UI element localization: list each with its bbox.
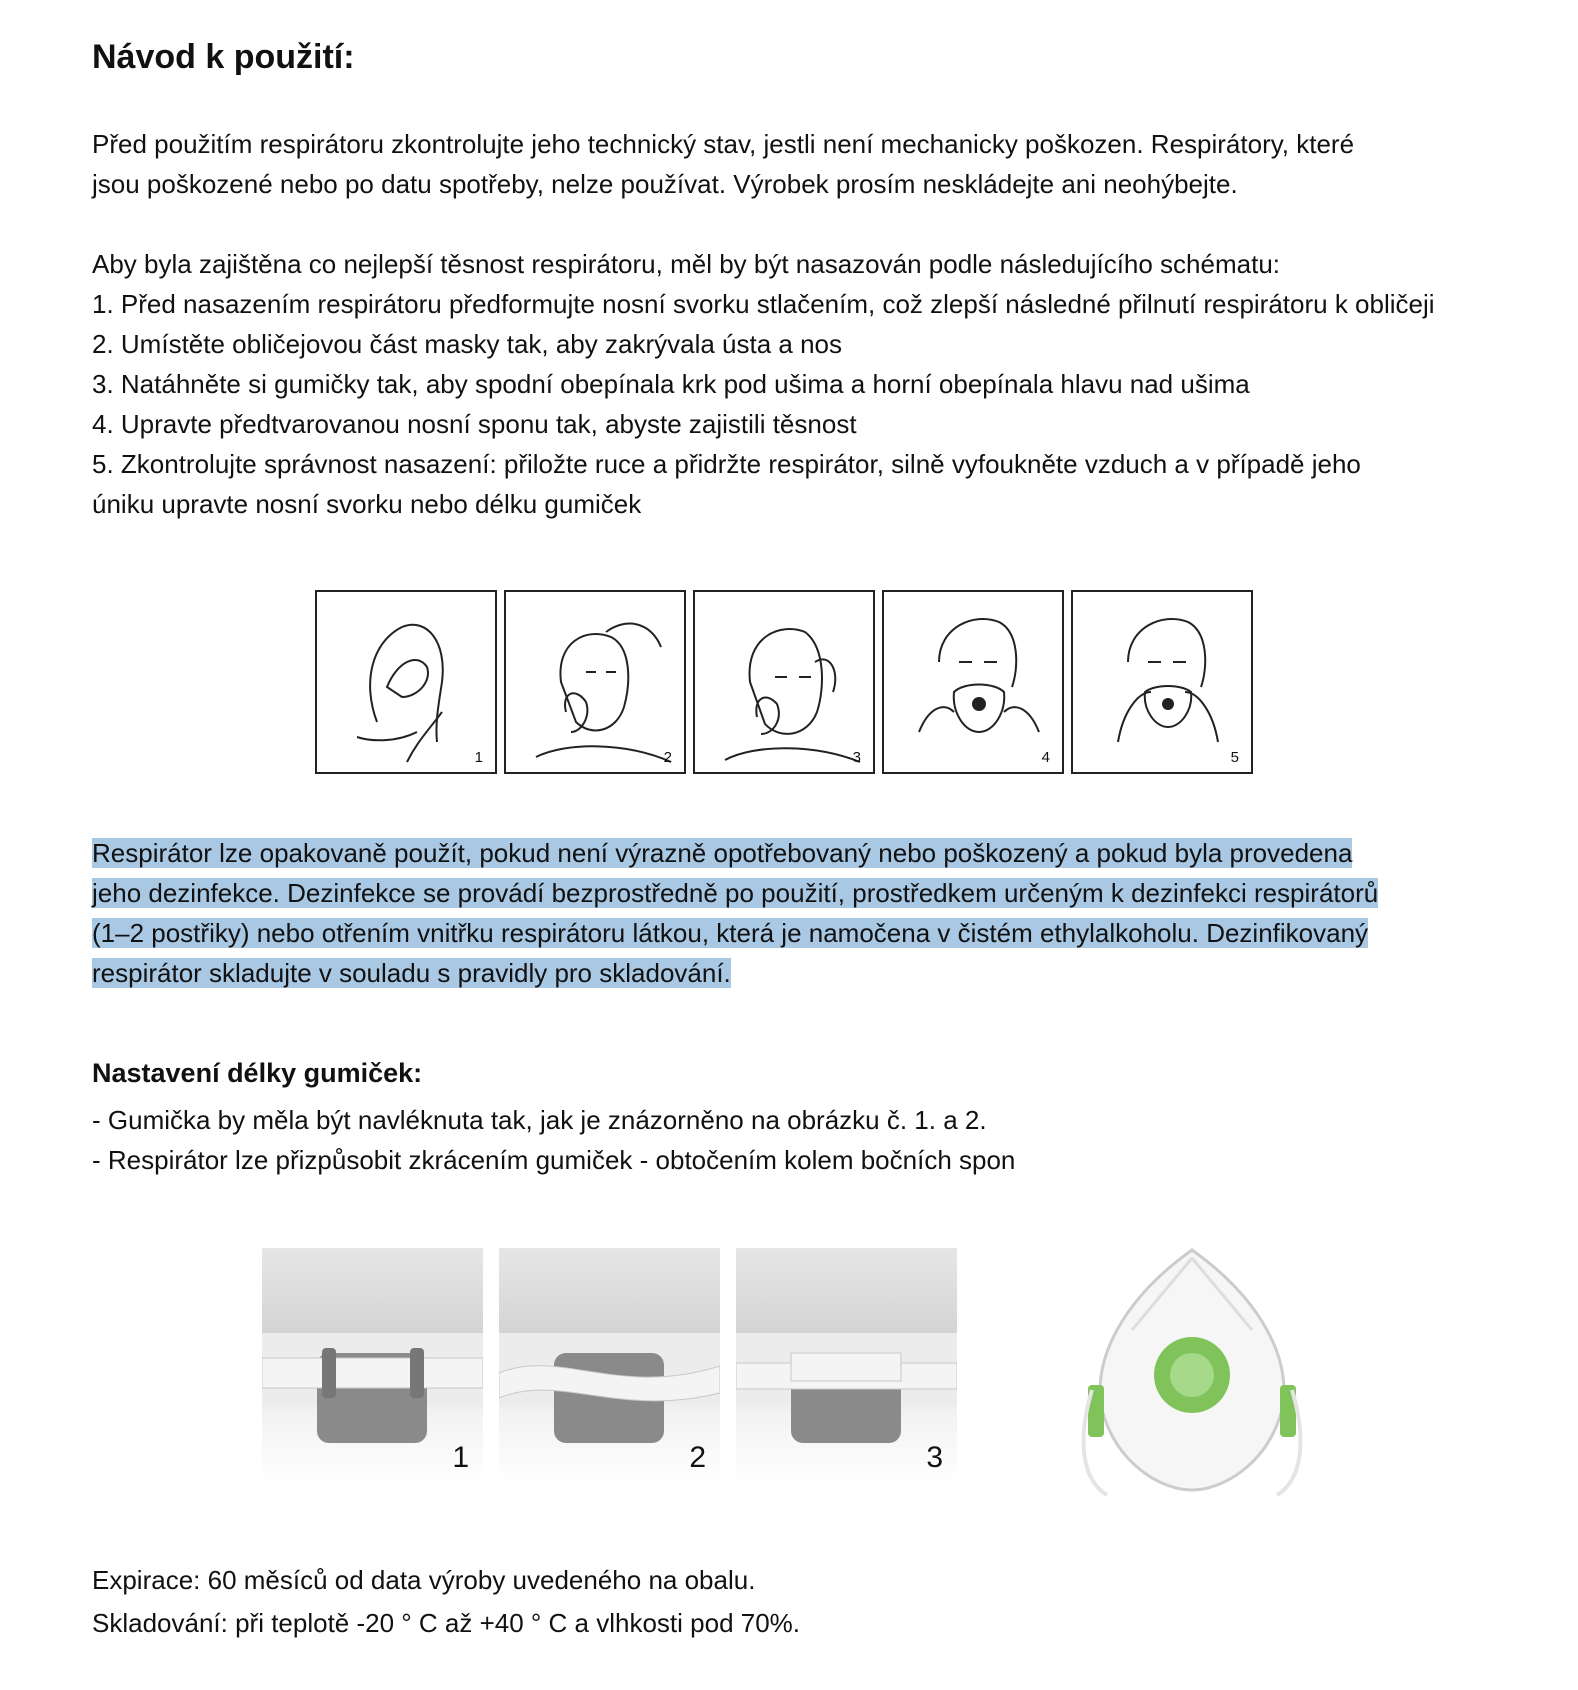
fit-step-5-cont: úniku upravte nosní svorku nebo délku gumiček	[92, 489, 642, 519]
selected-text[interactable]: jeho dezinfekce. Dezinfekce se provádí bezprostředně po použití, prostředkem určeným k dezinfekci respirátorů	[92, 878, 1379, 908]
selected-text[interactable]: (1–2 postřiky) nebo otřením vnitřku respirátoru látkou, která je namočena v čistém ethylalkoholu. Dezinfikovaný	[92, 918, 1369, 948]
fitting-diagram-3	[693, 590, 875, 774]
storage-text: Skladování: při teplotě -20 ° C až +40 ° C a vlhkosti pod 70%.	[92, 1608, 801, 1638]
fitting-diagram-5	[1071, 590, 1253, 774]
fitting-diagram-2	[504, 590, 686, 774]
fitting-diagram-1	[315, 590, 497, 774]
expiration-text: Expirace: 60 měsíců od data výroby uvedeného na obalu.	[92, 1565, 756, 1595]
intro-line-2: jsou poškozené nebo po datu spotřeby, nelze používat. Výrobek prosím neskládejte ani neohýbejte.	[92, 169, 1238, 199]
strap-photo-2	[499, 1248, 720, 1483]
selected-text[interactable]: Respirátor lze opakovaně použít, pokud není výrazně opotřebovaný nebo poškozený a pokud byla provedena	[92, 838, 1353, 868]
fitting-diagram-4	[882, 590, 1064, 774]
diagram-number: 2	[663, 749, 672, 766]
fit-step-2: 2. Umístěte obličejovou část masky tak, aby zakrývala ústa a nos	[92, 329, 843, 359]
fitting-diagram-strip	[315, 590, 1255, 776]
reuse-line-1	[92, 833, 1352, 873]
diagram-number: 5	[1230, 749, 1239, 766]
strap-photo-strip	[262, 1240, 1322, 1500]
photo-number: 3	[926, 1441, 943, 1474]
selected-text[interactable]: respirátor skladujte v souladu s pravidly pro skladování.	[92, 958, 731, 988]
diagram-number: 1	[474, 749, 483, 766]
reuse-line-4	[92, 953, 731, 993]
fit-step-4: 4. Upravte předtvarovanou nosní sponu tak, abyste zajistili těsnost	[92, 409, 857, 439]
diagram-number: 4	[1041, 749, 1050, 766]
fit-intro: Aby byla zajištěna co nejlepší těsnost respirátoru, měl by být nasazován podle následujícího schématu:	[92, 249, 1281, 279]
face-mask-illustration	[695, 592, 877, 776]
respirator-mask-icon	[1062, 1240, 1322, 1500]
page-title: Návod k použití:	[92, 38, 355, 76]
strap-photo-1	[262, 1248, 483, 1483]
reuse-line-3	[92, 913, 1368, 953]
fit-step-1: 1. Před nasazením respirátoru předformujte nosní svorku stlačením, což zlepší následné přilnutí respirátoru k obličeji	[92, 289, 1435, 319]
hand-mask-illustration	[317, 592, 499, 776]
diagram-number: 3	[852, 749, 861, 766]
fit-step-3: 3. Natáhněte si gumičky tak, aby spodní obepínala krk pod ušima a horní obepínala hlavu nad ušima	[92, 369, 1250, 399]
strap-clip-photo	[262, 1248, 483, 1483]
photo-number: 2	[689, 1441, 706, 1474]
fit-step-5: 5. Zkontrolujte správnost nasazení: přiložte ruce a přidržte respirátor, silně vyfoukněte vzduch a v případě jeho	[92, 449, 1361, 479]
respirator-product-image	[1062, 1240, 1322, 1500]
strap-line-2: - Respirátor lze přizpůsobit zkrácením gumiček - obtočením kolem bočních spon	[92, 1145, 1016, 1175]
strap-photo-3	[736, 1248, 957, 1483]
photo-number: 1	[452, 1441, 469, 1474]
intro-line-1: Před použitím respirátoru zkontrolujte jeho technický stav, jestli není mechanicky poškozen. Respirátory, které	[92, 129, 1355, 159]
reuse-line-2	[92, 873, 1378, 913]
strap-clip-photo	[499, 1248, 720, 1483]
strap-heading: Nastavení délky gumiček:	[92, 1058, 423, 1088]
strap-line-1: - Gumička by měla být navléknuta tak, jak je znázorněno na obrázku č. 1. a 2.	[92, 1105, 987, 1135]
face-mask-illustration	[1073, 592, 1255, 776]
strap-clip-photo	[736, 1248, 957, 1483]
face-mask-illustration	[884, 592, 1066, 776]
face-mask-illustration	[506, 592, 688, 776]
